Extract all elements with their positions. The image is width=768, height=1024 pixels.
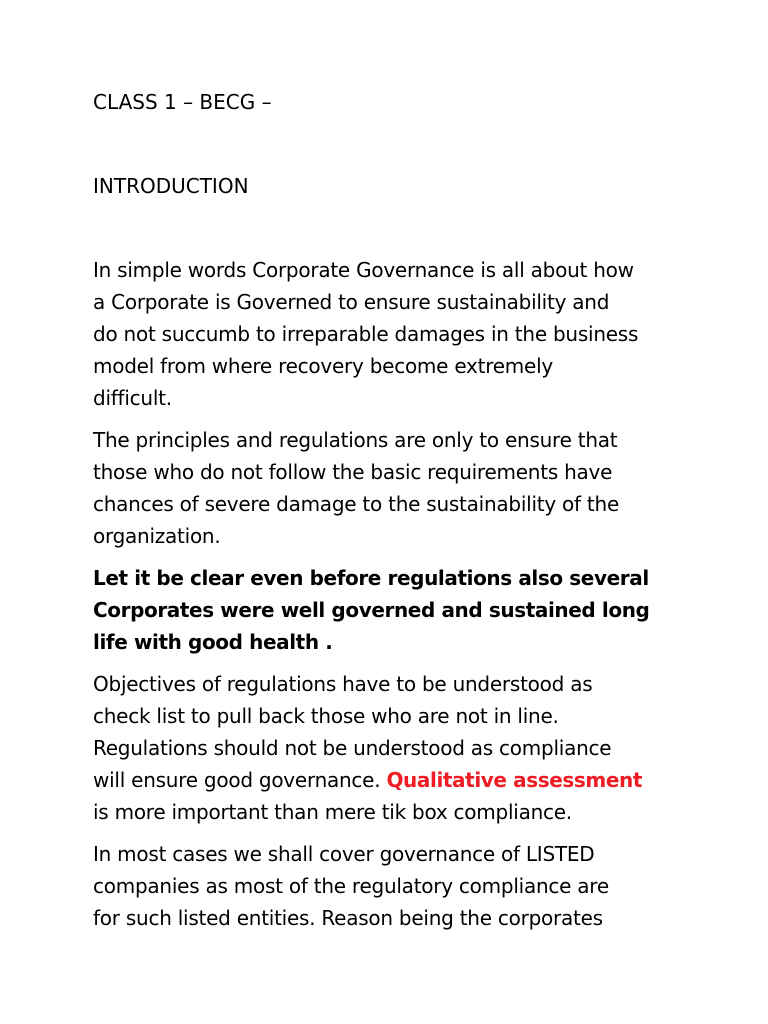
text-line: companies as most of the regulatory compliance are	[93, 874, 609, 898]
bold-text-line: life with good health .	[93, 630, 333, 654]
text-line: is more important than mere tik box compliance.	[93, 800, 572, 824]
document-page	[93, 86, 693, 934]
qualitative-assessment-highlight: Qualitative assessment	[386, 768, 643, 792]
paragraph-objectives	[93, 668, 693, 828]
class-heading: CLASS 1 – BECG –	[93, 90, 272, 114]
paragraph-listed-companies	[93, 838, 693, 934]
text-line: The principles and regulations are only to ensure that	[93, 428, 618, 452]
text-line: do not succumb to irreparable damages in the business	[93, 322, 639, 346]
text-fragment: will ensure good governance.	[93, 768, 387, 792]
bold-text-line: Corporates were well governed and sustained long	[93, 598, 650, 622]
text-line: Regulations should not be understood as compliance	[93, 736, 612, 760]
paragraph-emphasis	[93, 562, 693, 658]
text-line: Objectives of regulations have to be understood as	[93, 672, 593, 696]
text-line: a Corporate is Governed to ensure sustainability and	[93, 290, 610, 314]
text-line: In most cases we shall cover governance of LISTED	[93, 842, 595, 866]
paragraph-principles	[93, 424, 693, 552]
text-line: In simple words Corporate Governance is all about how	[93, 258, 634, 282]
text-line: organization.	[93, 524, 221, 548]
text-line: chances of severe damage to the sustainability of the	[93, 492, 619, 516]
text-line: for such listed entities. Reason being the corporates	[93, 906, 603, 930]
text-line: model from where recovery become extremely	[93, 354, 553, 378]
paragraph-intro	[93, 254, 693, 414]
text-line-with-highlight	[93, 764, 693, 796]
section-heading: INTRODUCTION	[93, 174, 249, 198]
text-line: check list to pull back those who are not in line.	[93, 704, 559, 728]
text-line: difficult.	[93, 386, 172, 410]
text-line: those who do not follow the basic requirements have	[93, 460, 613, 484]
bold-text-line: Let it be clear even before regulations also several	[93, 566, 649, 590]
